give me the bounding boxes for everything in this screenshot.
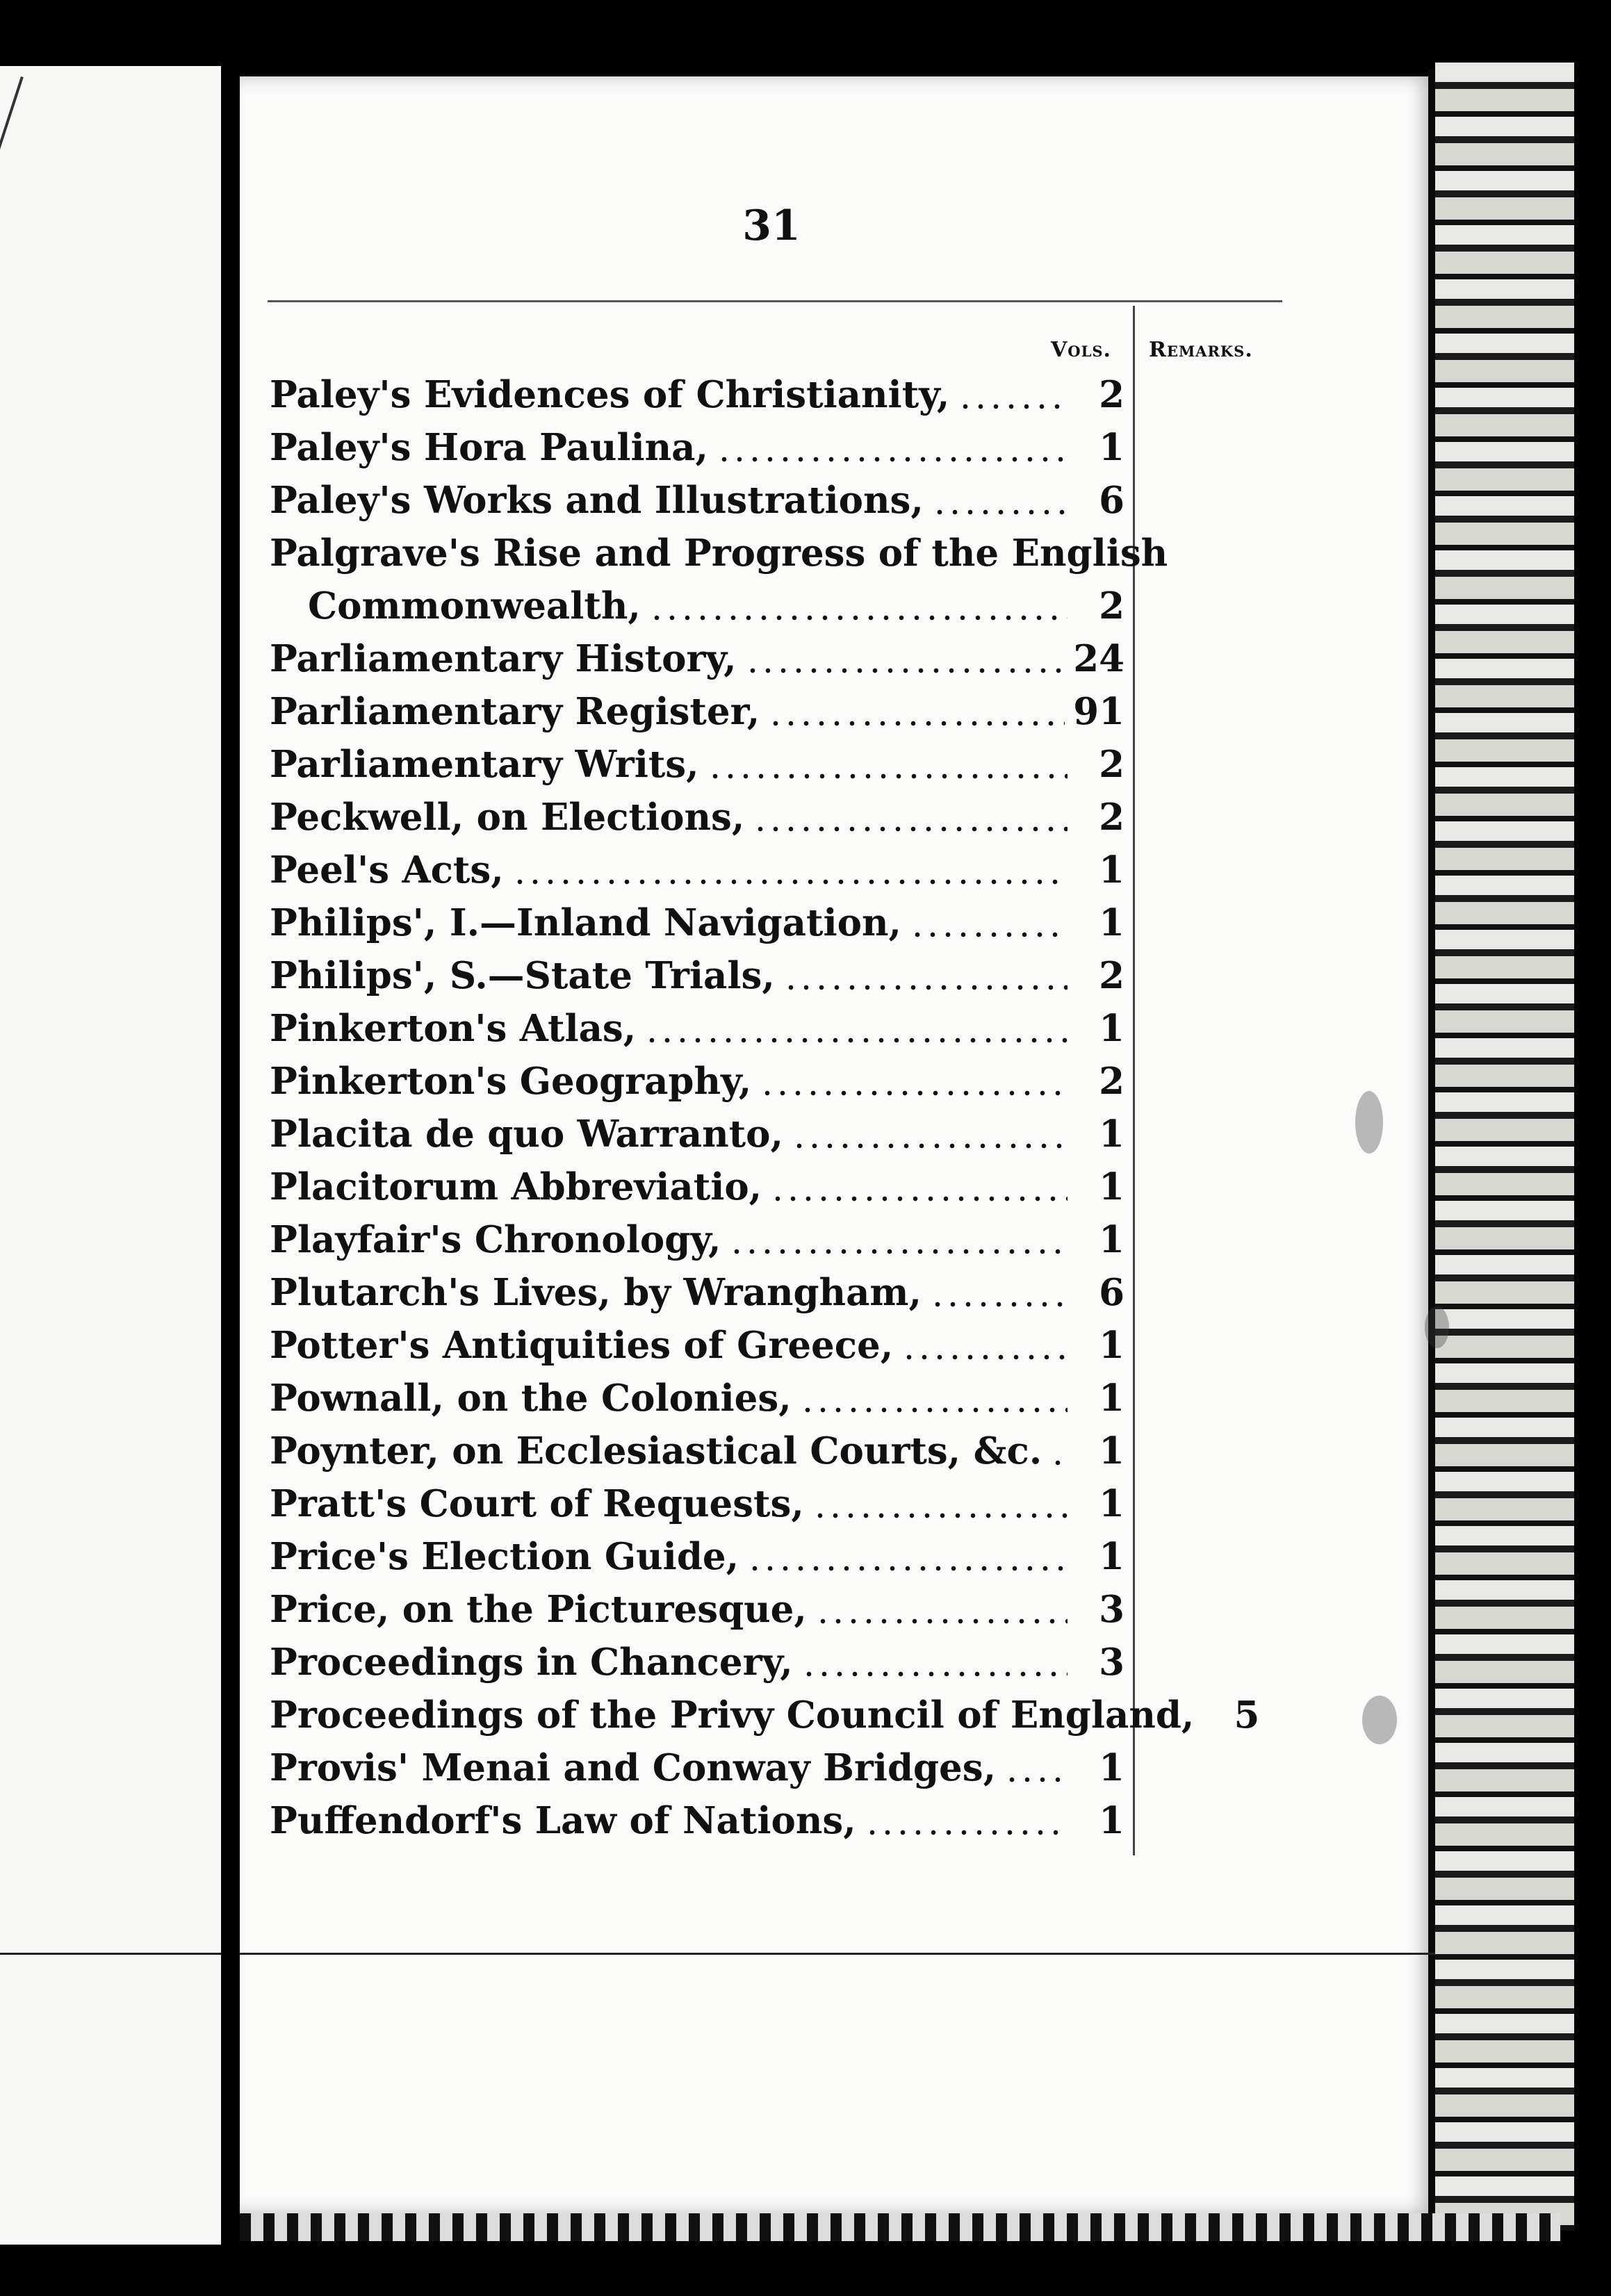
dot-leader (958, 404, 1068, 409)
entry-title: Paley's Works and Illustrations, (270, 479, 924, 522)
entry-title: Provis' Menai and Conway Bridges, (270, 1746, 997, 1789)
entry-title: Plutarch's Lives, by Wrangham, (270, 1271, 922, 1314)
entry-title: Playfair's Chronology, (270, 1218, 721, 1261)
catalog-entry (270, 580, 1125, 632)
facing-page-rule (0, 1953, 221, 1955)
entry-title: Pinkerton's Geography, (270, 1060, 752, 1103)
dot-leader (747, 1566, 1068, 1571)
entry-title: Proceedings of the Privy Council of England, (270, 1694, 1195, 1737)
catalog-entry (270, 1583, 1125, 1636)
catalog-entry (270, 1372, 1125, 1425)
dot-leader (815, 1618, 1068, 1624)
entry-title: Parliamentary Writs, (270, 743, 699, 786)
entry-vols: 2 (1099, 954, 1125, 997)
catalog-entry (270, 1636, 1125, 1689)
catalog-entry (270, 421, 1125, 474)
entry-title: Puffendorf's Law of Nations, (270, 1799, 856, 1842)
entry-vols: 1 (1099, 1482, 1125, 1525)
entry-title: Price, on the Picturesque, (270, 1588, 807, 1631)
dot-leader (792, 1143, 1068, 1149)
entry-title: Placitorum Abbreviatio, (270, 1165, 762, 1208)
entry-title: Parliamentary Register, (270, 690, 760, 733)
entry-vols: 1 (1099, 1799, 1125, 1842)
dot-leader (801, 1671, 1068, 1677)
catalog-entry (270, 791, 1125, 844)
catalog-entry (270, 1161, 1125, 1213)
dot-leader (930, 1302, 1068, 1307)
remarks-column-header: Remarks. (1149, 338, 1253, 362)
entry-vols: 1 (1099, 1007, 1125, 1050)
entry-title: Potter's Antiquities of Greece, (270, 1324, 894, 1367)
dot-leader (753, 826, 1068, 832)
entry-title: Price's Election Guide, (270, 1535, 739, 1578)
catalog-entry (270, 1477, 1125, 1530)
dot-leader (717, 457, 1068, 462)
entry-vols: 1 (1099, 901, 1125, 944)
catalog-entry (270, 949, 1125, 1002)
entry-title: Peel's Acts, (270, 848, 504, 892)
dot-leader (770, 1196, 1068, 1202)
dot-leader (1050, 1460, 1068, 1466)
entry-title: Poynter, on Ecclesiastical Courts, &c. (270, 1429, 1042, 1473)
entry-vols: 6 (1099, 1271, 1125, 1314)
entry-vols: 2 (1099, 743, 1125, 786)
entry-title: Peckwell, on Elections, (270, 796, 745, 839)
entry-vols: 1 (1099, 848, 1125, 892)
entry-title: Philips', I.—Inland Navigation, (270, 901, 901, 944)
vols-column-header: Vols. (1051, 338, 1111, 362)
entry-vols: 1 (1099, 1429, 1125, 1473)
dot-leader (1004, 1777, 1068, 1782)
facing-page (0, 66, 221, 2245)
entry-vols: 3 (1099, 1641, 1125, 1684)
entry-vols: 1 (1099, 1165, 1125, 1208)
entry-vols: 2 (1099, 1060, 1125, 1103)
dot-leader (644, 1038, 1068, 1043)
entry-vols: 1 (1099, 426, 1125, 469)
entry-vols: 6 (1099, 479, 1125, 522)
catalog-entry (270, 738, 1125, 791)
catalog-entry (270, 685, 1125, 738)
entry-vols: 24 (1073, 637, 1125, 680)
dot-leader (729, 1249, 1068, 1254)
entry-vols: 2 (1099, 373, 1125, 416)
dot-leader (760, 1090, 1068, 1096)
catalog-entry (270, 844, 1125, 896)
stain-mark (1355, 1091, 1383, 1154)
entry-vols: 1 (1099, 1218, 1125, 1261)
entry-vols: 2 (1099, 796, 1125, 839)
entry-title: Palgrave's Rise and Progress of the English (270, 532, 1168, 575)
catalog-entry (270, 1213, 1125, 1266)
dot-leader (932, 509, 1068, 515)
entry-title: Pownall, on the Colonies, (270, 1377, 792, 1420)
entry-vols: 3 (1099, 1588, 1125, 1631)
footer-rule (240, 1953, 1435, 1955)
entry-title: Paley's Hora Paulina, (270, 426, 708, 469)
entry-vols: 1 (1099, 1535, 1125, 1578)
dot-leader (865, 1830, 1068, 1835)
entry-vols: 91 (1073, 690, 1125, 733)
catalog-entry (270, 1055, 1125, 1108)
entry-title: Placita de quo Warranto, (270, 1113, 783, 1156)
page-bottom-edge (240, 2213, 1560, 2241)
entry-title: Paley's Evidences of Christianity, (270, 373, 950, 416)
dot-leader (812, 1513, 1068, 1518)
entry-title: Pratt's Court of Requests, (270, 1482, 804, 1525)
catalog-entry (270, 1530, 1125, 1583)
dot-leader (708, 773, 1068, 779)
dot-leader (910, 932, 1068, 937)
dot-leader (649, 615, 1068, 621)
catalog-entry (270, 1794, 1125, 1847)
catalog-entry (270, 1319, 1125, 1372)
entry-vols: 2 (1099, 584, 1125, 628)
dot-leader (783, 985, 1068, 990)
catalog-entry (270, 527, 1168, 580)
catalog-entry (270, 896, 1125, 949)
catalog-entry-list (270, 368, 1260, 1847)
catalog-entry (270, 1002, 1125, 1055)
book-spine (1435, 63, 1574, 2231)
catalog-entry (270, 1108, 1125, 1161)
entry-title: Commonwealth, (308, 584, 641, 628)
dot-leader (901, 1354, 1068, 1360)
catalog-entry (270, 1266, 1125, 1319)
stain-mark (1362, 1696, 1397, 1744)
entry-title: Pinkerton's Atlas, (270, 1007, 637, 1050)
entry-vols: 1 (1099, 1377, 1125, 1420)
dot-leader (800, 1407, 1068, 1413)
entry-title: Philips', S.—State Trials, (270, 954, 775, 997)
entry-vols: 1 (1099, 1746, 1125, 1789)
catalog-entry (270, 1689, 1260, 1741)
dot-leader (512, 879, 1068, 885)
catalog-entry (270, 474, 1125, 527)
catalog-entry (270, 1425, 1125, 1477)
stain-mark (1425, 1306, 1449, 1348)
catalog-entry (270, 1741, 1125, 1794)
dot-leader (768, 721, 1065, 726)
header-rule (268, 300, 1282, 302)
catalog-entry (270, 368, 1125, 421)
entry-title: Proceedings in Chancery, (270, 1641, 793, 1684)
dot-leader (745, 668, 1065, 673)
entry-vols: 1 (1099, 1113, 1125, 1156)
entry-title: Parliamentary History, (270, 637, 737, 680)
page-number: 31 (742, 202, 801, 250)
entry-vols: 1 (1099, 1324, 1125, 1367)
catalog-entry (270, 632, 1125, 685)
entry-vols: 5 (1234, 1694, 1260, 1737)
